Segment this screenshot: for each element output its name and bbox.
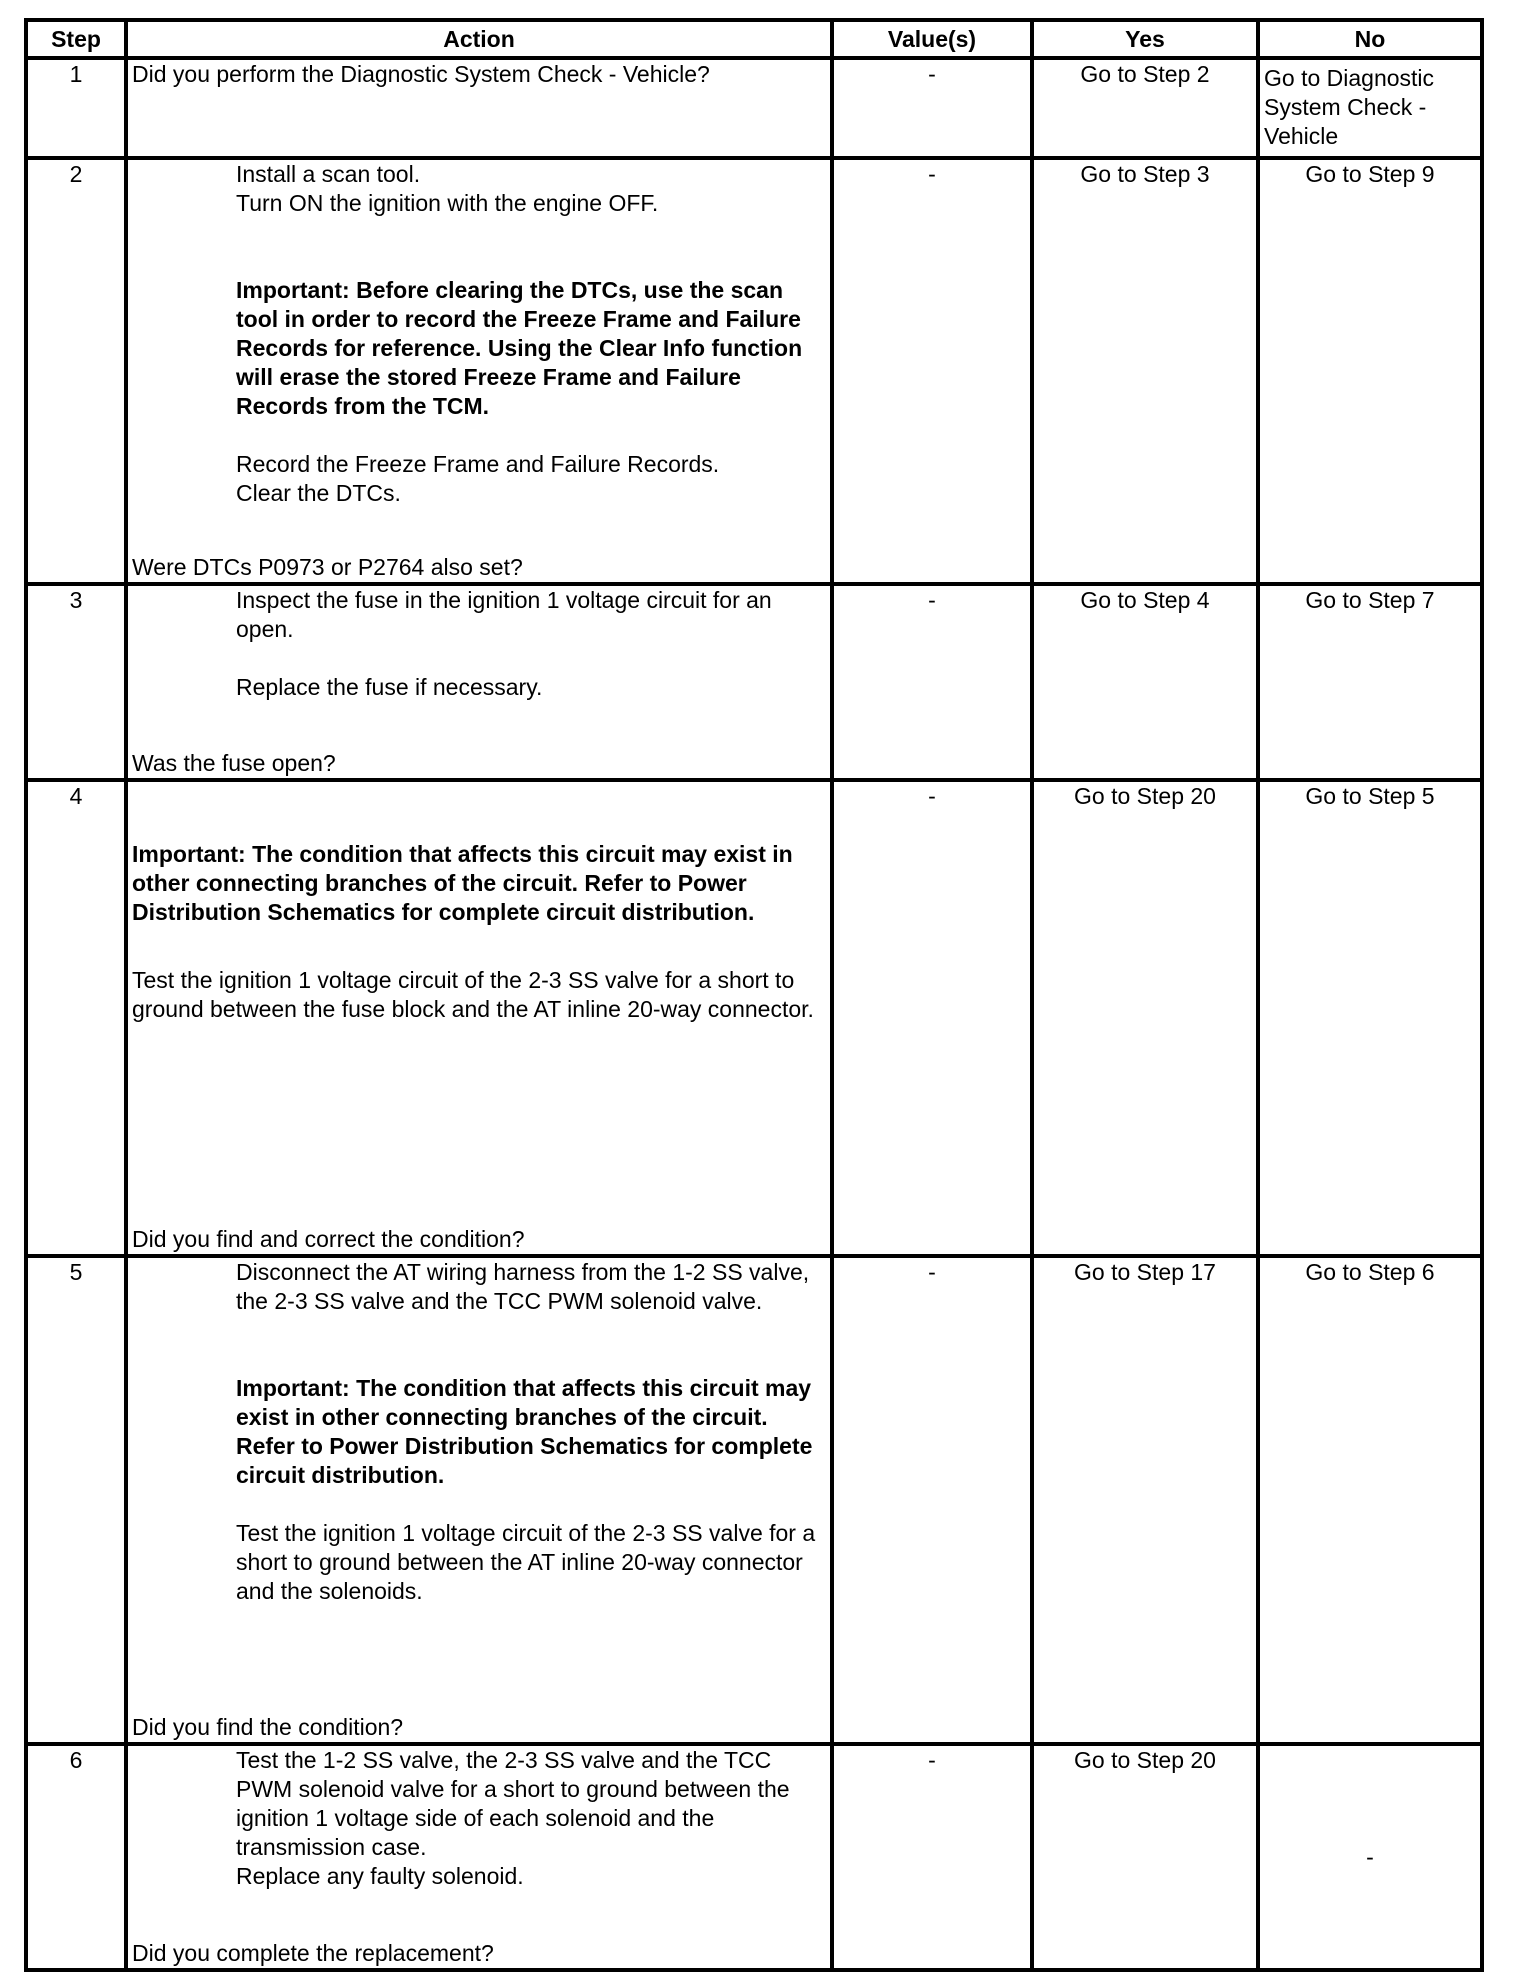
no-cell: Go to Step 9 <box>1258 158 1482 584</box>
instruction-text: Turn ON the ignition with the engine OFF. <box>236 190 659 216</box>
instruction-text: Record the Freeze Frame and Failure Records. <box>236 451 720 477</box>
no-cell: Go to Step 5 <box>1258 780 1482 1256</box>
step-number: 6 <box>26 1744 126 1970</box>
step-number: 2 <box>26 158 126 584</box>
table-row <box>26 58 1482 158</box>
yes-cell: Go to Step 20 <box>1032 780 1258 1256</box>
table-row <box>26 584 1482 780</box>
action-cell <box>126 780 832 1256</box>
action-cell <box>126 158 832 584</box>
yes-cell: Go to Step 2 <box>1032 58 1258 158</box>
diagnostic-table <box>24 18 1484 1972</box>
yes-cell: Go to Step 4 <box>1032 584 1258 780</box>
step-number: 4 <box>26 780 126 1256</box>
instruction-text: Disconnect the AT wiring harness from the 1-2 SS valve, the 2-3 SS valve and the TCC PWM solenoid valve. <box>236 1259 810 1314</box>
instruction-text: Test the ignition 1 voltage circuit of the 2-3 SS valve for a short to ground between the AT inline 20-way connector and the solenoids. <box>236 1520 816 1604</box>
no-cell: - <box>1258 1744 1482 1970</box>
header-step: Step <box>26 20 126 58</box>
action-cell <box>126 1256 832 1744</box>
question-text: Did you find and correct the condition? <box>132 1226 525 1252</box>
header-values: Value(s) <box>832 20 1032 58</box>
question-text: Did you find the condition? <box>132 1714 404 1740</box>
yes-cell: Go to Step 17 <box>1032 1256 1258 1744</box>
no-cell: Go to Step 6 <box>1258 1256 1482 1744</box>
table-row <box>26 1744 1482 1970</box>
value-cell: - <box>832 584 1032 780</box>
action-cell <box>126 1744 832 1970</box>
step-number: 3 <box>26 584 126 780</box>
instruction-text: Clear the DTCs. <box>236 480 401 506</box>
header-action: Action <box>126 20 832 58</box>
value-cell: - <box>832 780 1032 1256</box>
value-cell: - <box>832 158 1032 584</box>
instruction-text: Test the ignition 1 voltage circuit of the 2-3 SS valve for a short to ground between the fuse block and the AT inline 20-way connector. <box>132 967 814 1022</box>
action-cell <box>126 58 832 158</box>
question-text: Were DTCs P0973 or P2764 also set? <box>132 554 523 580</box>
important-note: Important: Before clearing the DTCs, use the scan tool in order to record the Freeze Frame and Failure Records for reference. Using the Clear Info function will erase the stored Freeze Frame and Failure Records from the TCM. <box>236 277 803 419</box>
header-row <box>26 20 1482 58</box>
table-row <box>26 780 1482 1256</box>
step-number: 1 <box>26 58 126 158</box>
instruction-text: Replace the fuse if necessary. <box>236 674 543 700</box>
header-yes: Yes <box>1032 20 1258 58</box>
yes-cell: Go to Step 20 <box>1032 1744 1258 1970</box>
value-cell: - <box>832 1256 1032 1744</box>
yes-cell: Go to Step 3 <box>1032 158 1258 584</box>
instruction-text: Inspect the fuse in the ignition 1 voltage circuit for an open. <box>236 587 772 642</box>
instruction-text: Test the 1-2 SS valve, the 2-3 SS valve and the TCC PWM solenoid valve for a short to ground between the ignition 1 voltage side of each solenoid and the transmission case. <box>236 1747 790 1860</box>
table-row <box>26 158 1482 584</box>
important-note: Important: The condition that affects this circuit may exist in other connecting branches of the circuit. Refer to Power Distribution Schematics for complete circuit distribution. <box>132 841 793 925</box>
question-text: Did you complete the replacement? <box>132 1940 494 1966</box>
instruction-text: Install a scan tool. <box>236 161 421 187</box>
value-cell: - <box>832 1744 1032 1970</box>
no-cell: Go to Diagnostic System Check - Vehicle <box>1258 58 1482 158</box>
question-text: Did you perform the Diagnostic System Check - Vehicle? <box>132 61 710 87</box>
question-text: Was the fuse open? <box>132 750 336 776</box>
header-no: No <box>1258 20 1482 58</box>
value-cell: - <box>832 58 1032 158</box>
action-cell <box>126 584 832 780</box>
table-row <box>26 1256 1482 1744</box>
instruction-text: Replace any faulty solenoid. <box>236 1863 524 1889</box>
important-note: Important: The condition that affects this circuit may exist in other connecting branches of the circuit. Refer to Power Distribution Schematics for complete circuit distribution. <box>236 1375 813 1488</box>
no-cell: Go to Step 7 <box>1258 584 1482 780</box>
step-number: 5 <box>26 1256 126 1744</box>
